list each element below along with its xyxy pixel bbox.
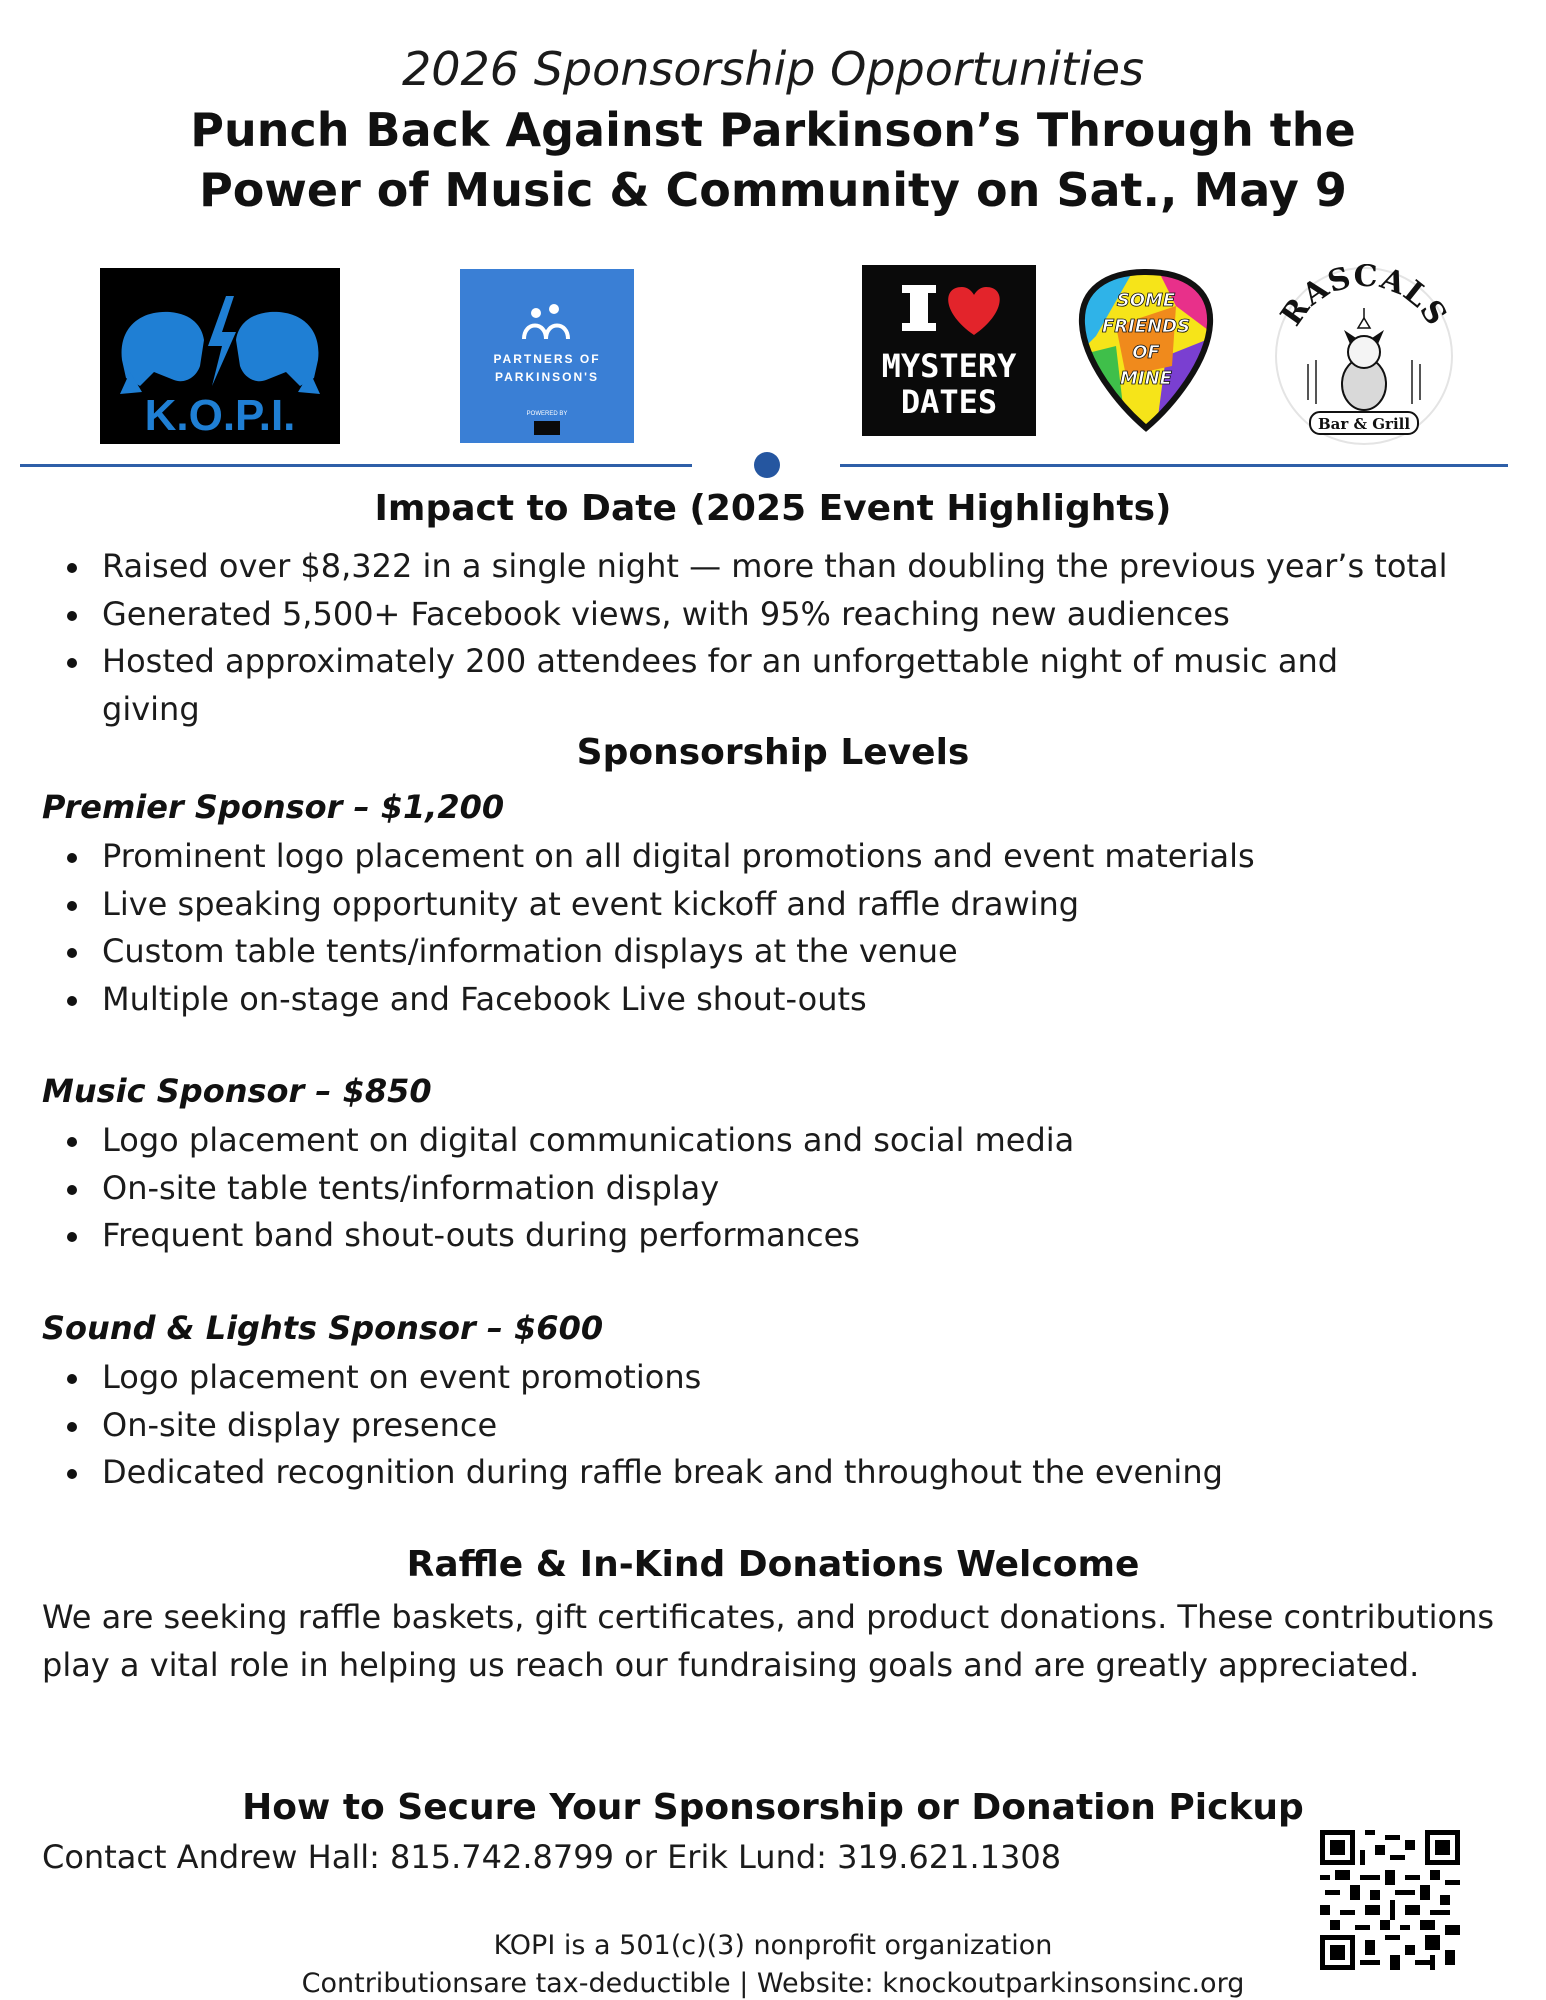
divider-left (20, 464, 692, 467)
footer-website[interactable]: Contributionsare tax-deductible | Website: knockoutparkinsonsinc.org (301, 1968, 1245, 1999)
some-friends-of-mine-logo (1076, 266, 1216, 432)
list-item: Multiple on-stage and Facebook Live shout-outs (60, 976, 1530, 1024)
music-sponsor-list (60, 1117, 1530, 1260)
svg-text:Bar & Grill: Bar & Grill (1317, 415, 1411, 433)
sound-lights-sponsor-list (60, 1354, 1530, 1497)
list-item: Prominent logo placement on all digital promotions and event materials (60, 833, 1530, 881)
page-title (0, 100, 1546, 220)
list-item: Hosted approximately 200 attendees for an unforgettable night of music and giving (60, 638, 1440, 733)
list-item: Dedicated recognition during raffle break and throughout the evening (60, 1449, 1530, 1497)
list-item: Generated 5,500+ Facebook views, with 95% reaching new audiences (60, 591, 1530, 639)
premier-sponsor-label: Premier Sponsor – $1,200 (42, 788, 505, 826)
impact-heading: Impact to Date (2025 Event Highlights) (374, 488, 1172, 529)
heart-icon (948, 287, 1000, 335)
divider-dot (754, 452, 780, 478)
list-item: Custom table tents/information displays at the venue (60, 928, 1530, 976)
howto-heading: How to Secure Your Sponsorship or Donation Pickup (242, 1787, 1304, 1828)
boxing-gloves-icon (100, 268, 340, 444)
list-item: Logo placement on digital communications and social media (60, 1117, 1530, 1165)
svg-text:DATES: DATES (900, 383, 998, 421)
sound-lights-sponsor-label: Sound & Lights Sponsor – $600 (42, 1309, 604, 1347)
kopi-logo-text: K.O.P.I. (144, 391, 296, 440)
svg-text:OF: OF (1132, 342, 1160, 363)
divider-right (840, 464, 1508, 467)
svg-text:POWERED BY: POWERED BY (526, 411, 568, 417)
music-sponsor-label: Music Sponsor – $850 (42, 1072, 432, 1110)
svg-text:RASCALS: RASCALS (1274, 264, 1454, 333)
svg-text:MYSTERY: MYSTERY (881, 347, 1017, 385)
kopi-logo (100, 268, 340, 444)
i-love-mystery-dates-logo (862, 265, 1036, 436)
list-item: Frequent band shout-outs during performances (60, 1212, 1530, 1260)
raffle-heading: Raffle & In-Kind Donations Welcome (406, 1544, 1140, 1585)
contact-info: Contact Andrew Hall: 815.742.8799 or Erik Lund: 319.621.1308 (42, 1838, 1062, 1876)
raffle-text: We are seeking raffle baskets, gift certificates, and product donations. These contributions play a vital role in helping us reach our fundraising goals and are greatly appreciated. (42, 1598, 1495, 1684)
svg-text:PARKINSON'S: PARKINSON'S (495, 370, 599, 384)
list-item: Logo placement on event promotions (60, 1354, 1530, 1402)
title-line-1: Punch Back Against Parkinson’s Through the (190, 103, 1356, 157)
premier-sponsor-list (60, 833, 1530, 1023)
title-line-2: Power of Music & Community on Sat., May 9 (199, 163, 1347, 217)
page-subtitle: 2026 Sponsorship Opportunities (402, 42, 1144, 96)
svg-text:PARTNERS OF: PARTNERS OF (493, 352, 601, 366)
partners-of-parkinsons-logo (460, 269, 634, 443)
svg-text:SOME: SOME (1116, 290, 1176, 311)
list-item: Raised over $8,322 in a single night — more than doubling the previous year’s total (60, 543, 1530, 591)
svg-text:FRIENDS: FRIENDS (1101, 316, 1191, 337)
sponsorship-heading: Sponsorship Levels (576, 732, 970, 773)
guitar-pick-icon (1076, 266, 1216, 432)
impact-list (60, 543, 1530, 733)
footer-nonprofit: KOPI is a 501(c)(3) nonprofit organization (493, 1930, 1053, 1961)
svg-text:MINE: MINE (1120, 368, 1172, 389)
list-item: On-site display presence (60, 1402, 1530, 1450)
list-item: Live speaking opportunity at event kickoff and raffle drawing (60, 881, 1530, 929)
rascals-bar-and-grill-logo (1268, 264, 1460, 448)
list-item: On-site table tents/information display (60, 1165, 1530, 1213)
